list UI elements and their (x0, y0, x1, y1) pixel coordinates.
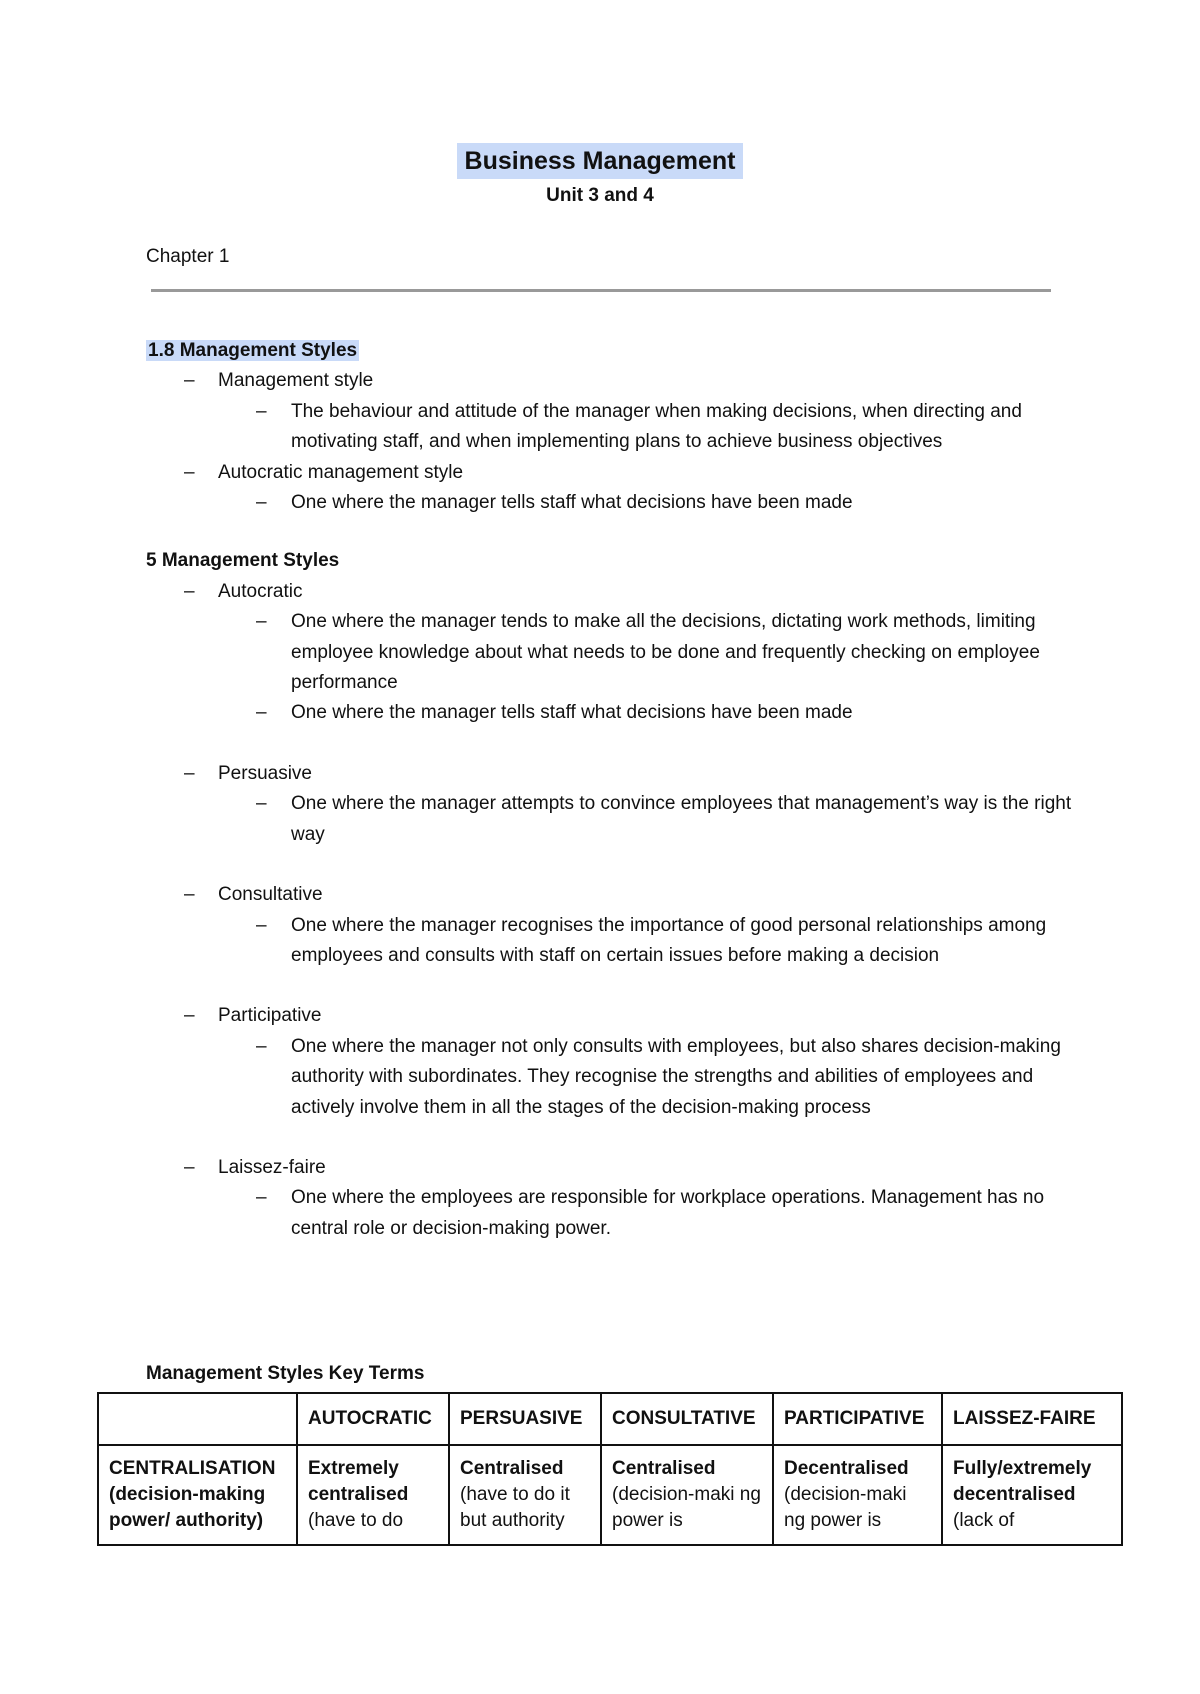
title-wrap (0, 143, 1200, 179)
list-subitem: – One where the manager tells staff what decisions have been made (256, 702, 853, 724)
table-cell: Extremely centralised (have to do (297, 1445, 449, 1545)
list-item-laissez-faire: – Laissez-faire (184, 1156, 326, 1178)
list-subitem: – One where the manager tends to make all the decisions, dictating work methods, limiting employee knowledge about what needs to be done and frequently checking on employee performance (256, 611, 1040, 694)
list-item-consultative: – Consultative (184, 884, 323, 906)
list-item: – Management style (184, 370, 374, 392)
table-header-cell: PARTICIPATIVE (773, 1393, 942, 1445)
table-cell: Centralised (have to do it but authority (449, 1445, 601, 1545)
document-subtitle: Unit 3 and 4 (546, 185, 654, 206)
table-cell: Centralised (decision-maki ng power is (601, 1445, 773, 1545)
list-item-autocratic: – Autocratic (184, 580, 303, 602)
section-heading-management-styles: 1.8 Management Styles (148, 340, 358, 361)
key-terms-table (97, 1392, 1123, 1546)
table-header-row (98, 1393, 1122, 1445)
list-subitem: – The behaviour and attitude of the manager when making decisions, when directing and motivating staff, and when implementing plans to achieve business objectives (256, 400, 1022, 453)
list-subitem: – One where the manager tells staff what decisions have been made (256, 492, 853, 514)
table-header-cell: AUTOCRATIC (297, 1393, 449, 1445)
table-header-cell: CONSULTATIVE (601, 1393, 773, 1445)
table-title: Management Styles Key Terms (146, 1363, 425, 1384)
list-subitem: – One where the manager attempts to convince employees that management’s way is the right way (256, 793, 1072, 845)
table-cell: Decentralised (decision-maki ng power is (773, 1445, 942, 1545)
list-subitem: – One where the employees are responsible for workplace operations. Management has no central role or decision-making power. (256, 1187, 1045, 1239)
chapter-label: Chapter 1 (146, 246, 230, 267)
table-header-cell (98, 1393, 297, 1445)
table-header-cell: LAISSEZ-FAIRE (942, 1393, 1122, 1445)
list-subitem: – One where the manager not only consults with employees, but also shares decision-making authority with subordinates. They recognise the strengths and abilities of employees and actively involve them in all the stages of the decision-making process (256, 1035, 1061, 1118)
table-row-label: CENTRALISATION (decision-making power/ authority) (98, 1445, 297, 1545)
table-header-cell: PERSUASIVE (449, 1393, 601, 1445)
table-row (98, 1445, 1122, 1545)
notes-content (146, 336, 1086, 1244)
horizontal-rule (151, 289, 1051, 292)
section-heading-five-styles: 5 Management Styles (146, 550, 340, 572)
list-subitem: – One where the manager recognises the importance of good personal relationships among employees and consults with staff on certain issues before making a decision (256, 914, 1047, 966)
list-item-participative: – Participative (184, 1005, 322, 1027)
table-cell: Fully/extremely decentralised (lack of (942, 1445, 1122, 1545)
list-item-persuasive: – Persuasive (184, 762, 312, 784)
list-item: – Autocratic management style (184, 461, 464, 483)
document-title: Business Management (457, 143, 744, 179)
